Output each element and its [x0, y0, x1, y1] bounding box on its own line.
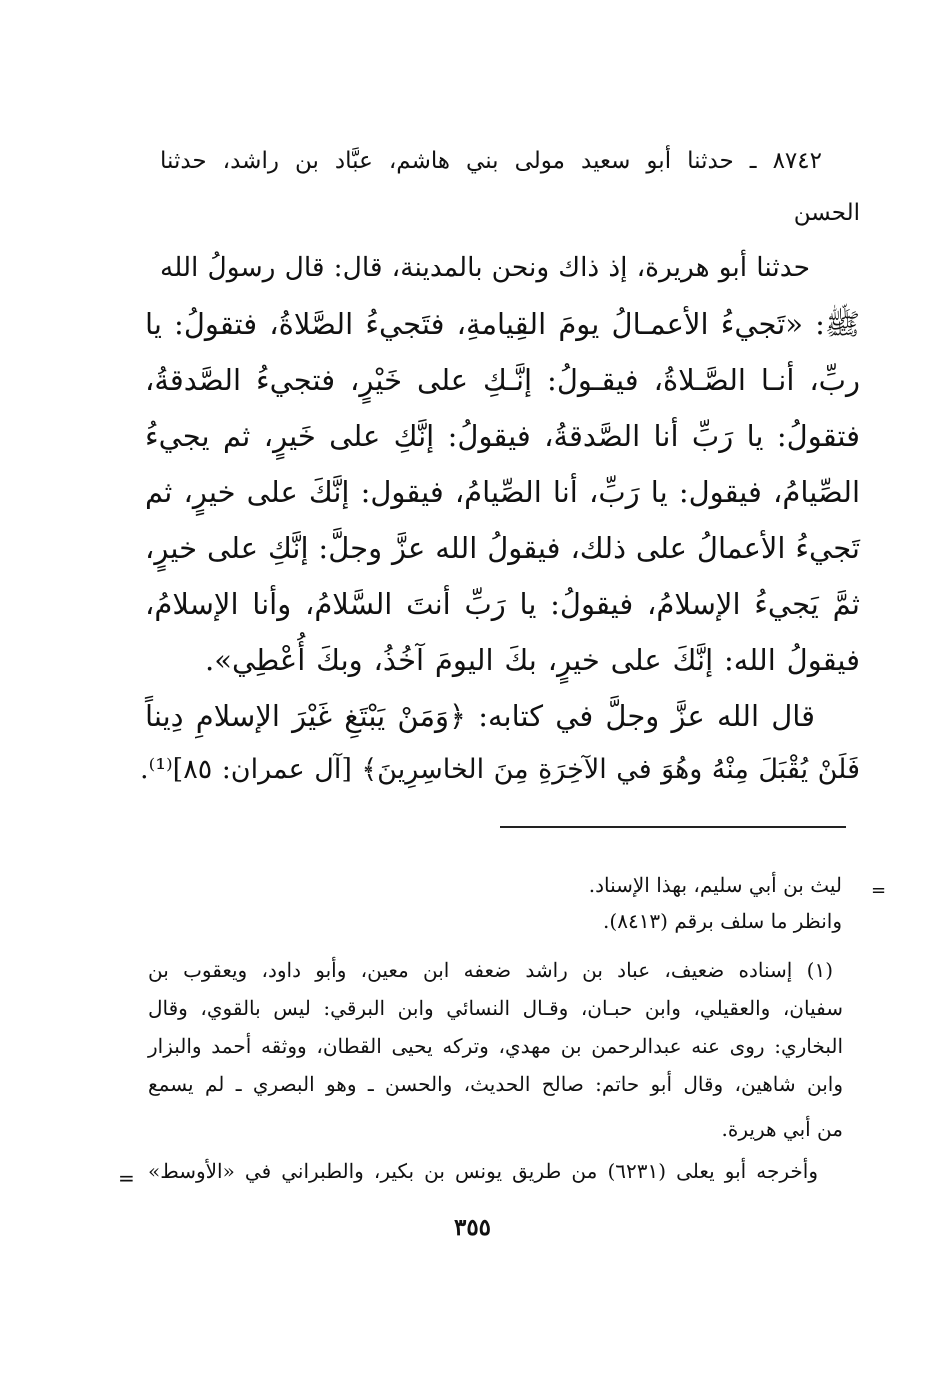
main-text-line-4: فتقولُ: يا رَبِّ أنا الصَّدقةُ، فيقولُ: إنَّكِ على خَيرٍ، ثم يجيءُ	[145, 419, 860, 453]
footnote-separator	[500, 826, 846, 828]
footnote-prev-line-2: وانظر ما سلف برقم (٨٤١٣).	[603, 909, 842, 933]
footnote-1-line-5: من أبي هريرة.	[721, 1117, 843, 1141]
main-text-line-8: فيقولُ الله: إنَّكَ على خيرٍ، بكَ اليومَ آخُذُ، وبكَ أُعْطِي».	[205, 643, 860, 677]
footnote-prev-line-1: ليث بن أبي سليم، بهذا الإسناد.	[588, 873, 842, 897]
footnote-1-line-2: سفيان، والعقيلي، وابن حبـان، وقـال النسائي وابن البرقي: ليس بالقوي، وقال	[148, 996, 843, 1020]
main-text-line-2: ﷺ: «تَجيءُ الأعمـالُ يومَ القِيامةِ، فتَجيءُ الصَّلاةُ، فتقولُ: يا	[145, 307, 860, 341]
footnote-1-line-6: وأخرجه أبو يعلى (٦٢٣١) من طريق يونس بن بكير، والطبراني في «الأوسط»	[148, 1159, 818, 1183]
main-text-line-7: ثمَّ يَجيءُ الإسلامُ، فيقولُ: يا رَبِّ أنتَ السَّلامُ، وأنا الإسلامُ،	[145, 587, 860, 621]
main-text-line-1: حدثنا أبو هريرة، إذ ذاك ونحن بالمدينة، قال: قال رسولُ الله	[160, 252, 810, 283]
footnote-1-line-1: (١) إسناده ضعيف، عباد بن راشد ضعفه ابن معين، وأبو داود، ويعقوب بن	[148, 958, 833, 982]
hadith-chain-line-1: ٨٧٤٢ ـ حدثنا أبو سعيد مولى بني هاشم، عبَّاد بن راشد، حدثنا	[160, 148, 822, 174]
continuation-mark: =	[118, 1166, 135, 1190]
main-text-line-5: الصِّيامُ، فيقول: يا رَبِّ، أنا الصِّيامُ، فيقول: إنَّكَ على خيرٍ، ثم	[145, 475, 860, 509]
previous-continuation-mark: =	[871, 880, 887, 901]
page-number: ٣٥٥	[453, 1214, 492, 1241]
footnote-1-line-3: البخاري: روى عنه عبدالرحمن بن مهدي، وتركه يحيى القطان، ووثقه أحمد والبزار	[148, 1034, 843, 1058]
hadith-chain-line-2: الحسن	[793, 200, 860, 226]
footnote-1-line-4: وابن شاهين، وقال أبو حاتم: صالح الحديث، والحسن ـ وهو البصري ـ لم يسمع	[148, 1072, 843, 1096]
quran-text-line-1: قال الله عزَّ وجلَّ في كتابه: ﴿وَمَنْ يَبْتَغِ غَيْرَ الإسلامِ دِيناً	[145, 699, 816, 733]
main-text-line-3: ربِّ، أنـا الصَّـلاةُ، فيقـولُ: إنَّـكِ على خَيْرٍ، فتجيءُ الصَّدقةُ،	[145, 363, 860, 397]
quran-text-line-2: فَلَنْ يُقْبَلَ مِنْهُ وهُوَ في الآخِرَةِ مِنَ الخاسِرِينَ﴾ [آل عمران: ٨٥]⁽¹⁾.	[140, 754, 860, 785]
main-text-line-6: تَجيءُ الأعمالُ على ذلك، فيقولُ الله عزَّ وجلَّ: إنَّكِ على خيرٍ،	[145, 531, 860, 565]
